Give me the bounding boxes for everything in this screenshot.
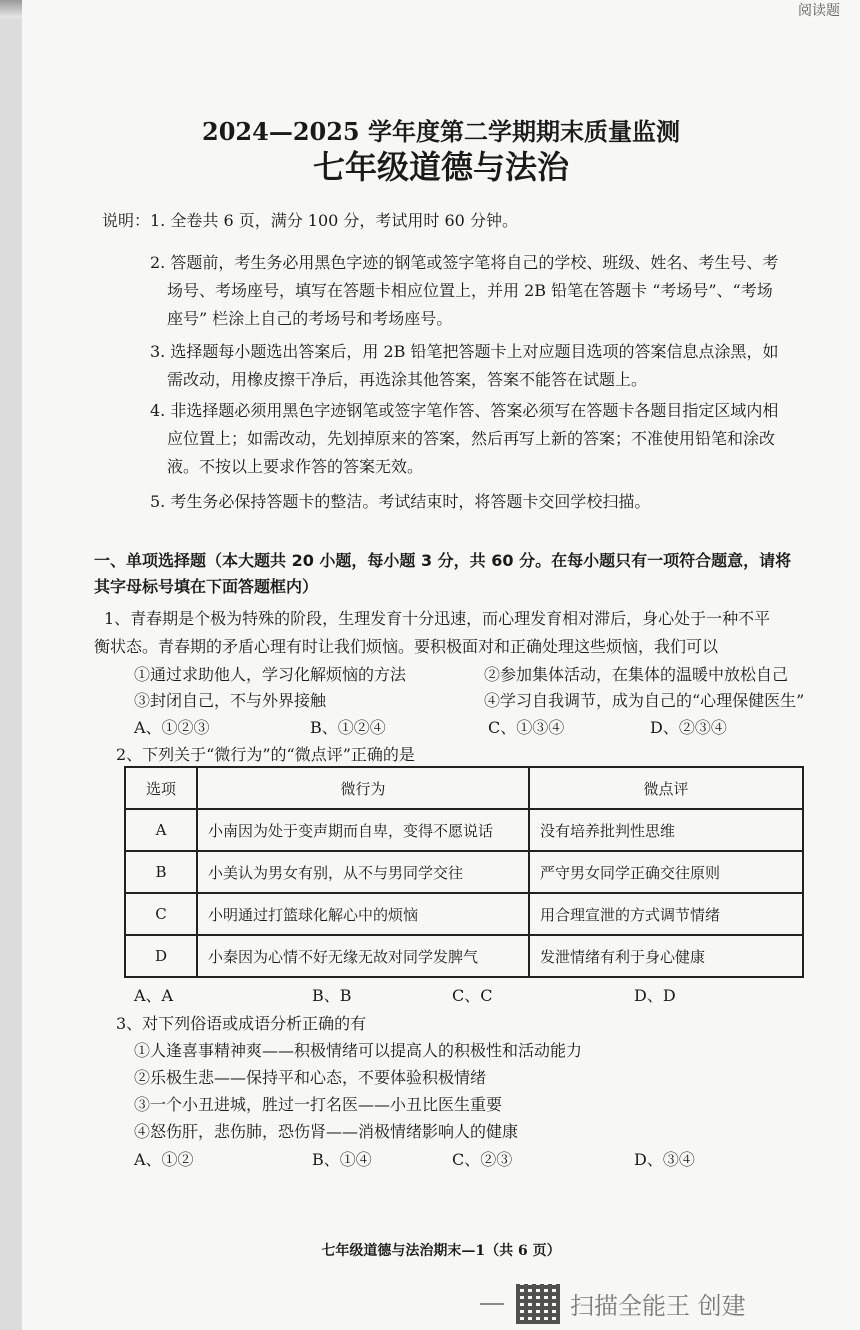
table-row [125, 809, 803, 851]
subject-title: 七年级道德与法治 [312, 148, 569, 186]
q2-option-a: A、A [134, 986, 174, 1005]
q2-stem: 2、下列关于“微行为”的“微点评”正确的是 [116, 745, 415, 764]
q2-option-d: D、D [634, 986, 676, 1005]
q1-statement: ①通过求助他人，学习化解烦恼的方法 [134, 665, 407, 684]
note-line: 2. 答题前，考生务必用黑色字迹的钢笔或签字笔将自己的学校、班级、姓名、考生号、考 [150, 253, 779, 272]
note-line: 场号、考场座号，填写在答题卡相应位置上，并用 2B 铅笔在答题卡 “考场号”、“考场 [167, 281, 773, 300]
table-row [125, 893, 803, 935]
table-cell: 小明通过打篮球化解心中的烦恼 [197, 893, 529, 935]
table-cell: C [125, 893, 197, 935]
note-line: 4. 非选择题必须用黑色字迹钢笔或签字笔作答、答案必须写在答题卡各题目指定区域内相 [150, 401, 779, 420]
q3-statement: ④怒伤肝，悲伤肺，恐伤肾——消极情绪影响人的健康 [134, 1122, 519, 1141]
q2-option-b: B、B [312, 986, 352, 1005]
page-footer: 七年级道德与法治期末—1（共 6 页） [321, 1243, 561, 1259]
q1-statement: ②参加集体活动，在集体的温暖中放松自己 [484, 665, 789, 684]
section-heading: 一、单项选择题（本大题共 20 小题，每小题 3 分，共 60 分。在每小题只有一项符合题意，请将 [94, 551, 792, 570]
table-cell: 严守男女同学正确交往原则 [529, 851, 803, 893]
table-cell: 发泄情绪有利于身心健康 [529, 935, 803, 977]
note-line: 5. 考生务必保持答题卡的整洁。考试结束时，将答题卡交回学校扫描。 [150, 492, 651, 511]
table-cell: D [125, 935, 197, 977]
q3-statement: ①人逢喜事精神爽——积极情绪可以提高人的积极性和活动能力 [134, 1041, 583, 1060]
notes-prefix: 说明： [102, 211, 151, 230]
note-line: 3. 选择题每小题选出答案后，用 2B 铅笔把答题卡上对应题目选项的答案信息点涂黑，如 [150, 342, 779, 361]
table-header-row [125, 767, 803, 809]
q3-option-b: B、①④ [312, 1150, 372, 1169]
q3-statement: ②乐极生悲——保持平和心态，不要体验积极情绪 [134, 1068, 487, 1087]
q1-option-b: B、①②④ [310, 718, 386, 737]
note-line: 液。不按以上要求作答的答案无效。 [167, 457, 424, 476]
corner-fragment: 阅读题 [798, 3, 840, 19]
section-heading-cont: 其字母标号填在下面答题框内） [94, 577, 319, 596]
divider [480, 1303, 504, 1305]
q1-option-d: D、②③④ [650, 718, 727, 737]
table-row [125, 935, 803, 977]
q1-option-c: C、①③④ [488, 718, 565, 737]
table-row [125, 851, 803, 893]
q3-option-d: D、③④ [634, 1150, 695, 1169]
q1-statement: ④学习自我调节，成为自己的“心理保健医生” [484, 691, 805, 710]
table-header: 微行为 [197, 767, 529, 809]
table-header: 选项 [125, 767, 197, 809]
note-line: 1. 全卷共 6 页，满分 100 分，考试用时 60 分钟。 [150, 211, 518, 230]
q1-stem: 1、青春期是个极为特殊的阶段，生理发育十分迅速，而心理发育相对滞后，身心处于一种不平 [104, 609, 771, 628]
exam-title: 2024—2025 学年度第二学期期末质量监测 [202, 117, 680, 146]
q2-option-c: C、C [452, 986, 493, 1005]
q2-table [124, 766, 804, 978]
q3-option-c: C、②③ [452, 1150, 513, 1169]
table-cell: 小美认为男女有别，从不与男同学交往 [197, 851, 529, 893]
q1-statement: ③封闭自己，不与外界接触 [134, 691, 327, 710]
q1-option-a: A、①②③ [134, 718, 210, 737]
table-cell: A [125, 809, 197, 851]
q3-stem: 3、对下列俗语或成语分析正确的有 [116, 1014, 367, 1033]
qr-code-icon [516, 1284, 560, 1324]
table-cell: 用合理宣泄的方式调节情绪 [529, 893, 803, 935]
table-header: 微点评 [529, 767, 803, 809]
note-line: 应位置上；如需改动，先划掉原来的答案，然后再写上新的答案；不准使用铅笔和涂改 [167, 429, 776, 448]
scanner-watermark: 扫描全能王 创建 [570, 1292, 746, 1320]
note-line: 座号” 栏涂上自己的考场号和考场座号。 [167, 309, 453, 328]
note-line: 需改动，用橡皮擦干净后，再选涂其他答案，答案不能答在试题上。 [167, 370, 648, 389]
table-cell: 小南因为处于变声期而自卑，变得不愿说话 [197, 809, 529, 851]
q3-option-a: A、①② [134, 1150, 194, 1169]
exam-page [22, 0, 860, 1330]
q1-stem-cont: 衡状态。青春期的矛盾心理有时让我们烦恼。要积极面对和正确处理这些烦恼，我们可以 [94, 637, 719, 656]
table-cell: 没有培养批判性思维 [529, 809, 803, 851]
q3-statement: ③一个小丑进城，胜过一打名医——小丑比医生重要 [134, 1095, 503, 1114]
table-cell: 小秦因为心情不好无缘无故对同学发脾气 [197, 935, 529, 977]
table-cell: B [125, 851, 197, 893]
